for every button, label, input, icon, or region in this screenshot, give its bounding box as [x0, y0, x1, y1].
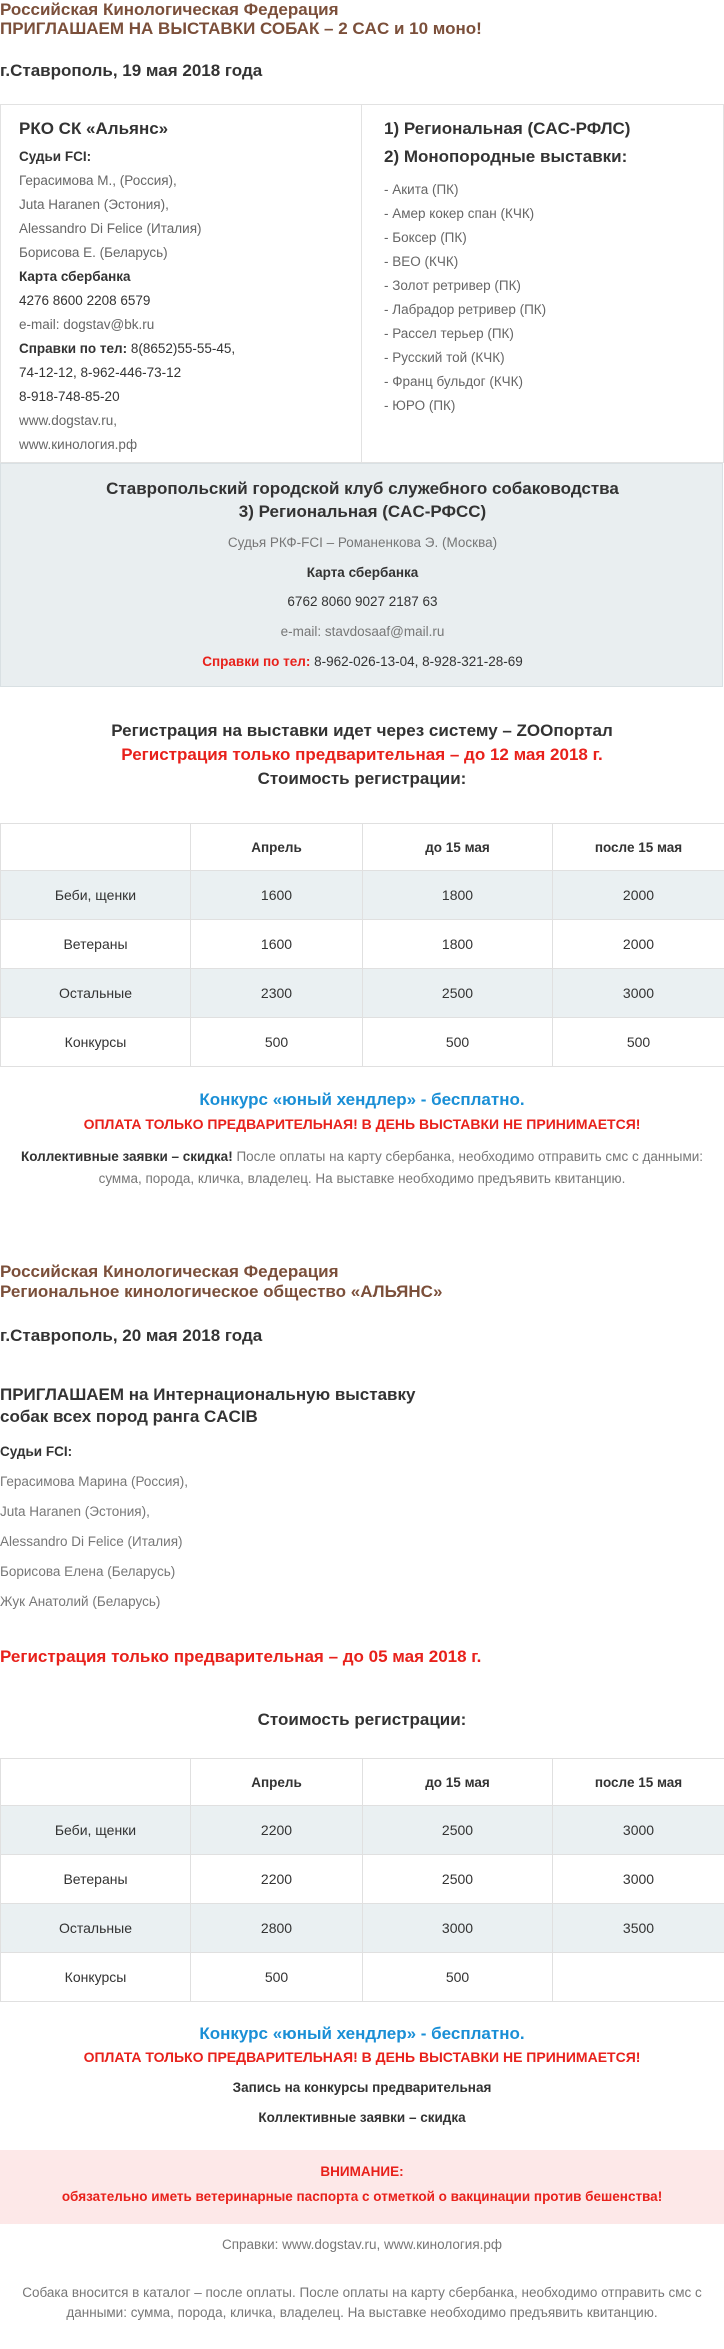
- header2-society: Региональное кинологическое общество «АЛЬЯНС»: [0, 1282, 443, 1301]
- table-header-cell: после 15 мая: [553, 1759, 724, 1806]
- invite-line-1: ПРИГЛАШАЕМ на Интернациональную выставку: [0, 1385, 416, 1404]
- table-cell: 1800: [363, 871, 553, 920]
- email: e-mail: dogstav@bk.ru: [19, 317, 155, 332]
- table-header-row: [1, 824, 724, 871]
- table-cell: Беби, щенки: [1, 871, 191, 920]
- table-row: [1, 871, 724, 920]
- contest-signup: Запись на конкурсы предварительная: [232, 2080, 492, 2095]
- table-row: [1, 920, 724, 969]
- table-cell: [553, 1953, 724, 2002]
- table-cell: Конкурсы: [1, 1018, 191, 1067]
- judge-item: Alessandro Di Felice (Италия): [0, 1534, 183, 1549]
- breed-item: - ЮРО (ПК): [384, 398, 456, 413]
- price-table-1: [0, 823, 724, 1067]
- table-cell: 1800: [363, 920, 553, 969]
- breed-item: - Золот ретривер (ПК): [384, 278, 521, 293]
- table-header-row: [1, 1759, 724, 1806]
- table-cell: 500: [363, 1018, 553, 1067]
- table-cell: Остальные: [1, 1904, 191, 1953]
- warning-text: обязательно иметь ветеринарные паспорта с отметкой о вакцинации против бешенства!: [61, 2189, 663, 2204]
- collective-text: После оплаты на карту сбербанка, необходимо отправить смс с данными: сумма, порода, кличка, владелец. На выставке необходимо предъявить квитанцию.: [98, 1149, 704, 1186]
- table-row: [1, 969, 724, 1018]
- judge-item: Герасимова Марина (Россия),: [0, 1474, 188, 1489]
- table-row: [1, 1806, 724, 1855]
- club-title: Ставропольский городской клуб служебного собаководства: [106, 479, 619, 498]
- breed-item: - Рассел терьер (ПК): [384, 326, 514, 341]
- table-cell: 3500: [553, 1904, 724, 1953]
- judge-item: Juta Haranen (Эстония),: [19, 197, 169, 212]
- table-header-cell: [1, 1759, 191, 1806]
- panel-email: e-mail: stavdosaaf@mail.ru: [280, 624, 445, 639]
- prepay-warning: ОПЛАТА ТОЛЬКО ПРЕДВАРИТЕЛЬНАЯ! В ДЕНЬ ВЫСТАВКИ НЕ ПРИНИМАЕТСЯ!: [83, 1116, 641, 1132]
- phone-3: 8-918-748-85-20: [19, 389, 120, 404]
- table-cell: Конкурсы: [1, 1953, 191, 2002]
- breed-item: - Боксер (ПК): [384, 230, 467, 245]
- table-header-cell: [1, 824, 191, 871]
- table-row: [1, 1018, 724, 1067]
- breed-item: - ВЕО (КЧК): [384, 254, 459, 269]
- collective-label: Коллективные заявки – скидка!: [20, 1149, 233, 1164]
- breed-item: - Акита (ПК): [384, 182, 459, 197]
- table-header-cell: Апрель: [191, 1759, 363, 1806]
- judges-list: [19, 145, 349, 457]
- judges2-label: Судьи FCI:: [0, 1444, 73, 1459]
- city-date-2: г.Ставрополь, 20 мая 2018 года: [0, 1326, 263, 1345]
- panel-judge: Судья РКФ-FCI – Романенкова Э. (Москва): [227, 535, 498, 550]
- table-cell: Ветераны: [1, 1855, 191, 1904]
- breed-item: - Франц бульдог (КЧК): [384, 374, 524, 389]
- table-cell: Ветераны: [1, 920, 191, 969]
- table-cell: 500: [553, 1018, 724, 1067]
- table-cell: 1600: [191, 871, 363, 920]
- info-sites[interactable]: www.dogstav.ru, www.кинология.рф: [278, 2237, 503, 2252]
- table-cell: Остальные: [1, 969, 191, 1018]
- phone-2: 74-12-12, 8-962-446-73-12: [19, 365, 182, 380]
- breed-item: - Лабрадор ретривер (ПК): [384, 302, 547, 317]
- regional-show-title: 1) Региональная (CAC-РФЛС): [384, 119, 631, 138]
- info-label: Справки:: [221, 2237, 279, 2252]
- table-cell: 2500: [363, 969, 553, 1018]
- warning-title: ВНИМАНИЕ:: [320, 2164, 404, 2179]
- regional-cac-title: 3) Региональная (CAC-РФСС): [238, 502, 487, 521]
- card-number: 4276 8600 2208 6579: [19, 293, 151, 308]
- panel-phone-label: Справки по тел:: [202, 654, 311, 669]
- table-row: [1, 1904, 724, 1953]
- header-invite: ПРИГЛАШАЕМ НА ВЫСТАВКИ СОБАК – 2 CAC и 10 моно!: [0, 19, 482, 38]
- phone-label: Справки по тел:: [19, 341, 128, 356]
- table-cell: 2500: [363, 1806, 553, 1855]
- table-cell: 1600: [191, 920, 363, 969]
- contest-free-2: Конкурс «юный хендлер» - бесплатно.: [199, 2024, 525, 2043]
- collective-orders: [0, 1146, 724, 1190]
- info-links: [0, 2237, 724, 2252]
- table-cell: Беби, щенки: [1, 1806, 191, 1855]
- table-cell: 2500: [363, 1855, 553, 1904]
- table-cell: 2300: [191, 969, 363, 1018]
- table-cell: 2800: [191, 1904, 363, 1953]
- header2-federation: Российская Кинологическая Федерация: [0, 1262, 339, 1281]
- table-row: [1, 1855, 724, 1904]
- judge-item: Alessandro Di Felice (Италия): [19, 221, 202, 236]
- table-cell: 3000: [553, 1806, 724, 1855]
- reg-deadline-line: Регистрация только предварительная – до 12 мая 2018 г.: [121, 745, 603, 764]
- city-date: г.Ставрополь, 19 мая 2018 года: [0, 61, 263, 80]
- judge-item: Борисова Елена (Беларусь): [0, 1564, 176, 1579]
- contest-free: Конкурс «юный хендлер» - бесплатно.: [199, 1090, 525, 1109]
- table-cell: 2200: [191, 1855, 363, 1904]
- table-cell: 500: [191, 1953, 363, 2002]
- panel-phones: [1, 654, 724, 669]
- table-header-cell: Апрель: [191, 824, 363, 871]
- collective-2: Коллективные заявки – скидка: [258, 2110, 466, 2125]
- reg-deadline-2: Регистрация только предварительная – до 05 мая 2018 г.: [0, 1647, 482, 1666]
- table-cell: 3000: [553, 1855, 724, 1904]
- judge-item: Juta Haranen (Эстония),: [0, 1504, 150, 1519]
- table-cell: 2000: [553, 871, 724, 920]
- footer-note: Собака вносится в каталог – после оплаты. После оплаты на карту сбербанка, необходимо отправить смс с данными: сумма, порода, кличка, владелец. На выставке необходимо предъявить квитанцию.: [22, 2285, 702, 2320]
- table-cell: 2000: [553, 920, 724, 969]
- reg-system-line: Регистрация на выставки идет через систему – ZOOпортал: [111, 721, 613, 740]
- site-link-1[interactable]: www.dogstav.ru,: [19, 413, 118, 428]
- site-link-2[interactable]: www.кинология.рф: [19, 437, 138, 452]
- breeds-list: [384, 178, 714, 418]
- left-info-box: [0, 104, 362, 463]
- vaccination-warning: [0, 2150, 724, 2224]
- table-cell: 3000: [363, 1904, 553, 1953]
- phone-1: 8(8652)55-55-45,: [127, 341, 236, 356]
- header-federation: Российская Кинологическая Федерация: [0, 0, 339, 19]
- judge-item: Борисова Е. (Беларусь): [19, 245, 168, 260]
- cost-title-2: Стоимость регистрации:: [257, 1710, 467, 1729]
- invite-line-2: собак всех пород ранга CACIB: [0, 1407, 258, 1426]
- right-info-box: [361, 104, 724, 463]
- breed-item: - Русский той (КЧК): [384, 350, 505, 365]
- table-row: [1, 1953, 724, 2002]
- cost-title: Стоимость регистрации:: [257, 769, 467, 788]
- prepay-warning-2: ОПЛАТА ТОЛЬКО ПРЕДВАРИТЕЛЬНАЯ! В ДЕНЬ ВЫСТАВКИ НЕ ПРИНИМАЕТСЯ!: [83, 2049, 641, 2065]
- judges2-list: [0, 1437, 400, 1617]
- table-header-cell: до 15 мая: [363, 824, 553, 871]
- table-cell: 2200: [191, 1806, 363, 1855]
- club-name: РКО СК «Альянс»: [19, 119, 169, 138]
- price-table-2: [0, 1758, 724, 2002]
- table-cell: 500: [191, 1018, 363, 1067]
- table-cell: 3000: [553, 969, 724, 1018]
- mono-show-title: 2) Монопородные выставки:: [384, 147, 628, 166]
- judge-item: Жук Анатолий (Беларусь): [0, 1594, 161, 1609]
- table-cell: 500: [363, 1953, 553, 2002]
- club-info-panel: [0, 463, 723, 687]
- judge-item: Герасимова М., (Россия),: [19, 173, 177, 188]
- table-header-cell: после 15 мая: [553, 824, 724, 871]
- card-label: Карта сбербанка: [19, 269, 131, 284]
- table-header-cell: до 15 мая: [363, 1759, 553, 1806]
- panel-phone-numbers: 8-962-026-13-04, 8-928-321-28-69: [310, 654, 523, 669]
- panel-card-number: 6762 8060 9027 2187 63: [287, 594, 438, 609]
- panel-card-label: Карта сбербанка: [306, 565, 419, 580]
- breed-item: - Амер кокер спан (КЧК): [384, 206, 535, 221]
- judges-label: Судьи FCI:: [19, 149, 92, 164]
